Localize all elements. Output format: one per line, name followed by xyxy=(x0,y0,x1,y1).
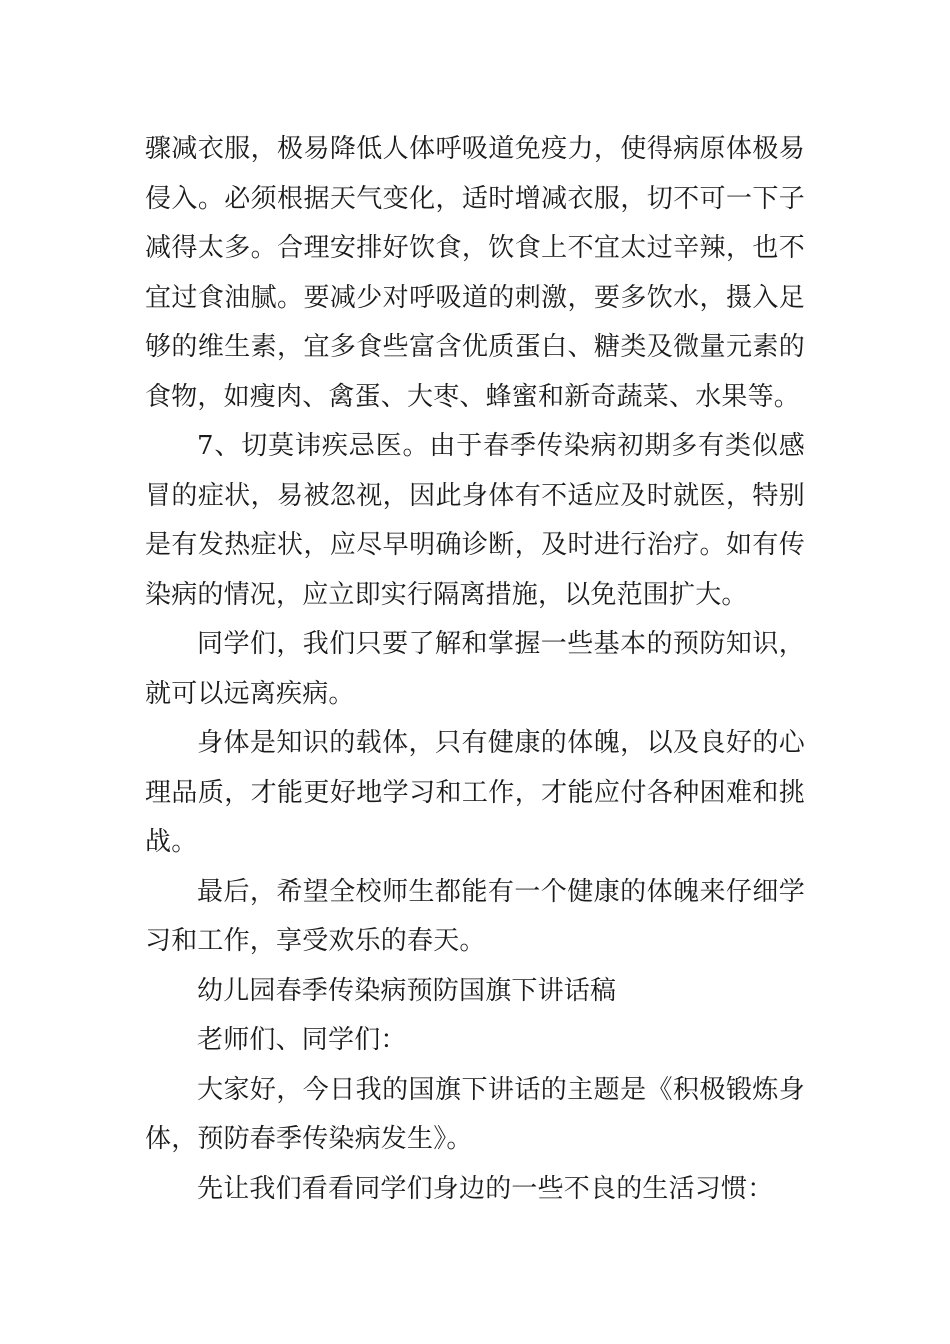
speech-habits-lead: 先让我们看看同学们身边的一些不良的生活习惯： xyxy=(197,1173,774,1204)
speech-intro: 大家好，今日我的国旗下讲话的主题是《积极锻炼身体，预防春季传染病发生》。 xyxy=(145,1074,805,1154)
speech-salutation: 老师们、同学们： xyxy=(197,1025,407,1055)
paragraph-body-health: 身体是知识的载体，只有健康的体魄，以及良好的心理品质，才能更好地学习和工作，才能应付各种困难和挑战。 xyxy=(145,728,805,857)
paragraph-prevention-knowledge: 同学们，我们只要了解和掌握一些基本的预防知识，就可以远离疾病。 xyxy=(145,629,805,709)
paragraph-point-7: 7、切莫讳疾忌医。由于春季传染病初期多有类似感冒的症状，易被忽视，因此身体有不适应及时就医，特别是有发热症状，应尽早明确诊断，及时进行治疗。如有传染病的情况，应立即实行隔离措施，以免范围扩大。 xyxy=(145,431,805,610)
paragraph-continuation: 骤减衣服，极易降低人体呼吸道免疫力，使得病原体极易侵入。必须根据天气变化，适时增减衣服，切不可一下子减得太多。合理安排好饮食，饮食上不宜太过辛辣，也不宜过食油腻。要减少对呼吸道的刺激，要多饮水，摄入足够的维生素，宜多食些富含优质蛋白、糖类及微量元素的食物，如瘦肉、禽蛋、大枣、蜂蜜和新奇蔬菜、水果等。 xyxy=(145,134,805,412)
document-body xyxy=(145,125,805,1214)
speech-title: 幼儿园春季传染病预防国旗下讲话稿 xyxy=(197,975,617,1006)
paragraph-closing-wish: 最后，希望全校师生都能有一个健康的体魄来仔细学习和工作，享受欢乐的春天。 xyxy=(145,876,805,956)
